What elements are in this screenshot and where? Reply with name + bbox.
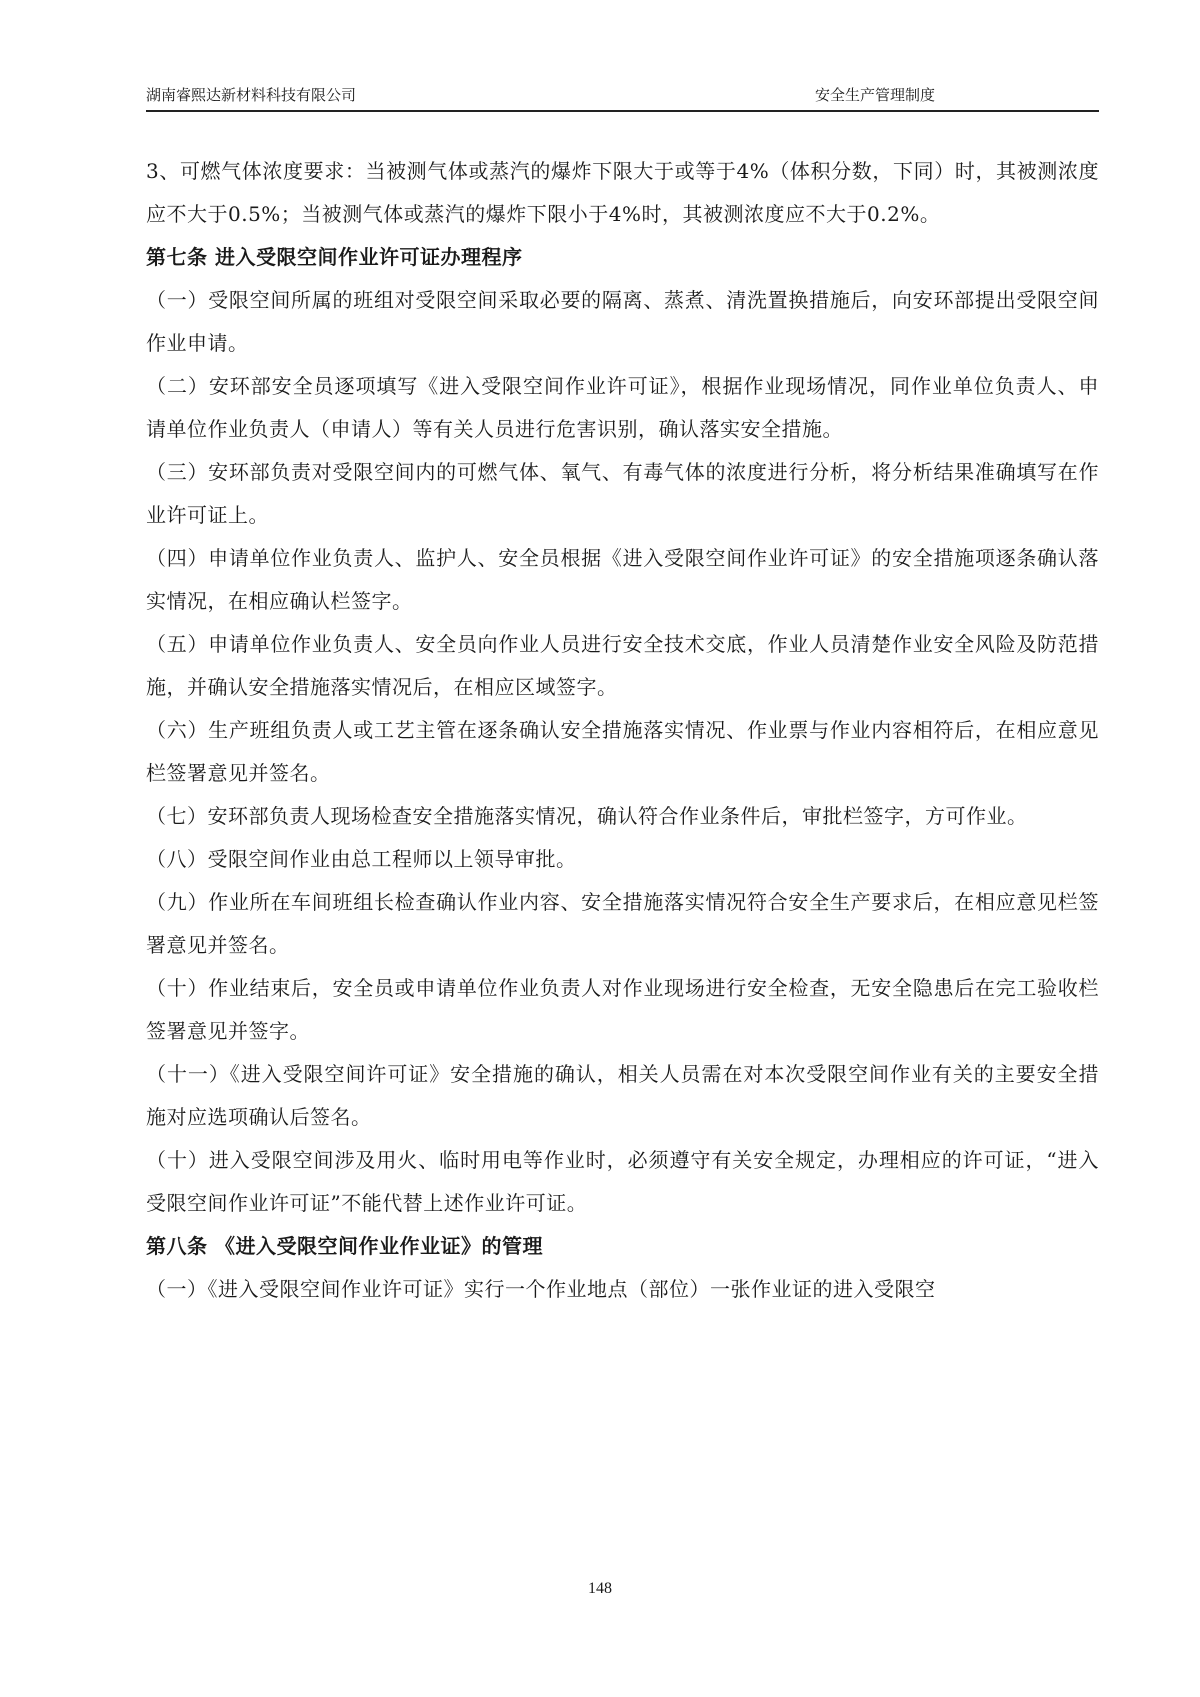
paragraph-7-11: （十一）《进入受限空间许可证》安全措施的确认，相关人员需在对本次受限空间作业有关的主要安全措施对应选项确认后签名。: [146, 1062, 1099, 1129]
page-header: [146, 84, 1099, 112]
header-divider: [146, 110, 1099, 112]
document-body: [146, 150, 1099, 1311]
page-number: 148: [588, 1580, 612, 1597]
paragraph-7-2: （二）安环部安全员逐项填写《进入受限空间作业许可证》，根据作业现场情况，同作业单位负责人、申请单位作业负责人（申请人）等有关人员进行危害识别，确认落实安全措施。: [146, 374, 1099, 441]
document-title: 安全生产管理制度: [815, 86, 936, 104]
paragraph-7-6: （六）生产班组负责人或工艺主管在逐条确认安全措施落实情况、作业票与作业内容相符后，在相应意见栏签署意见并签名。: [146, 718, 1099, 785]
paragraph-7-8: （八）受限空间作业由总工程师以上领导审批。: [146, 847, 577, 871]
heading-article-8: 第八条 《进入受限空间作业作业证》的管理: [146, 1234, 543, 1258]
paragraph-7-4: （四）申请单位作业负责人、监护人、安全员根据《进入受限空间作业许可证》的安全措施项逐条确认落实情况，在相应确认栏签字。: [146, 546, 1099, 613]
paragraph-7-9: （九）作业所在车间班组长检查确认作业内容、安全措施落实情况符合安全生产要求后，在相应意见栏签署意见并签名。: [146, 890, 1099, 957]
company-name: 湖南睿熙达新材料科技有限公司: [146, 86, 357, 104]
paragraph-7-12: （十）进入受限空间涉及用火、临时用电等作业时，必须遵守有关安全规定，办理相应的许可证，“进入受限空间作业许可证”不能代替上述作业许可证。: [146, 1148, 1099, 1215]
paragraph-7-10: （十）作业结束后，安全员或申请单位作业负责人对作业现场进行安全检查，无安全隐患后在完工验收栏签署意见并签字。: [146, 976, 1099, 1043]
paragraph-7-1: （一）受限空间所属的班组对受限空间采取必要的隔离、蒸煮、清洗置换措施后，向安环部提出受限空间作业申请。: [146, 288, 1099, 355]
paragraph-7-7: （七）安环部负责人现场检查安全措施落实情况，确认符合作业条件后，审批栏签字，方可作业。: [146, 804, 1028, 828]
paragraph-7-3: （三）安环部负责对受限空间内的可燃气体、氧气、有毒气体的浓度进行分析，将分析结果准确填写在作业许可证上。: [146, 460, 1099, 527]
paragraph-7-5: （五）申请单位作业负责人、安全员向作业人员进行安全技术交底，作业人员清楚作业安全风险及防范措施，并确认安全措施落实情况后，在相应区域签字。: [146, 632, 1099, 699]
paragraph-gas-concentration: 3、可燃气体浓度要求：当被测气体或蒸汽的爆炸下限大于或等于4%（体积分数，下同）时，其被测浓度应不大于0.5%；当被测气体或蒸汽的爆炸下限小于4%时，其被测浓度应不大于0.2%。: [146, 159, 1099, 226]
heading-article-7: 第七条 进入受限空间作业许可证办理程序: [146, 245, 523, 269]
paragraph-8-1: （一）《进入受限空间作业许可证》实行一个作业地点（部位）一张作业证的进入受限空: [146, 1277, 936, 1301]
